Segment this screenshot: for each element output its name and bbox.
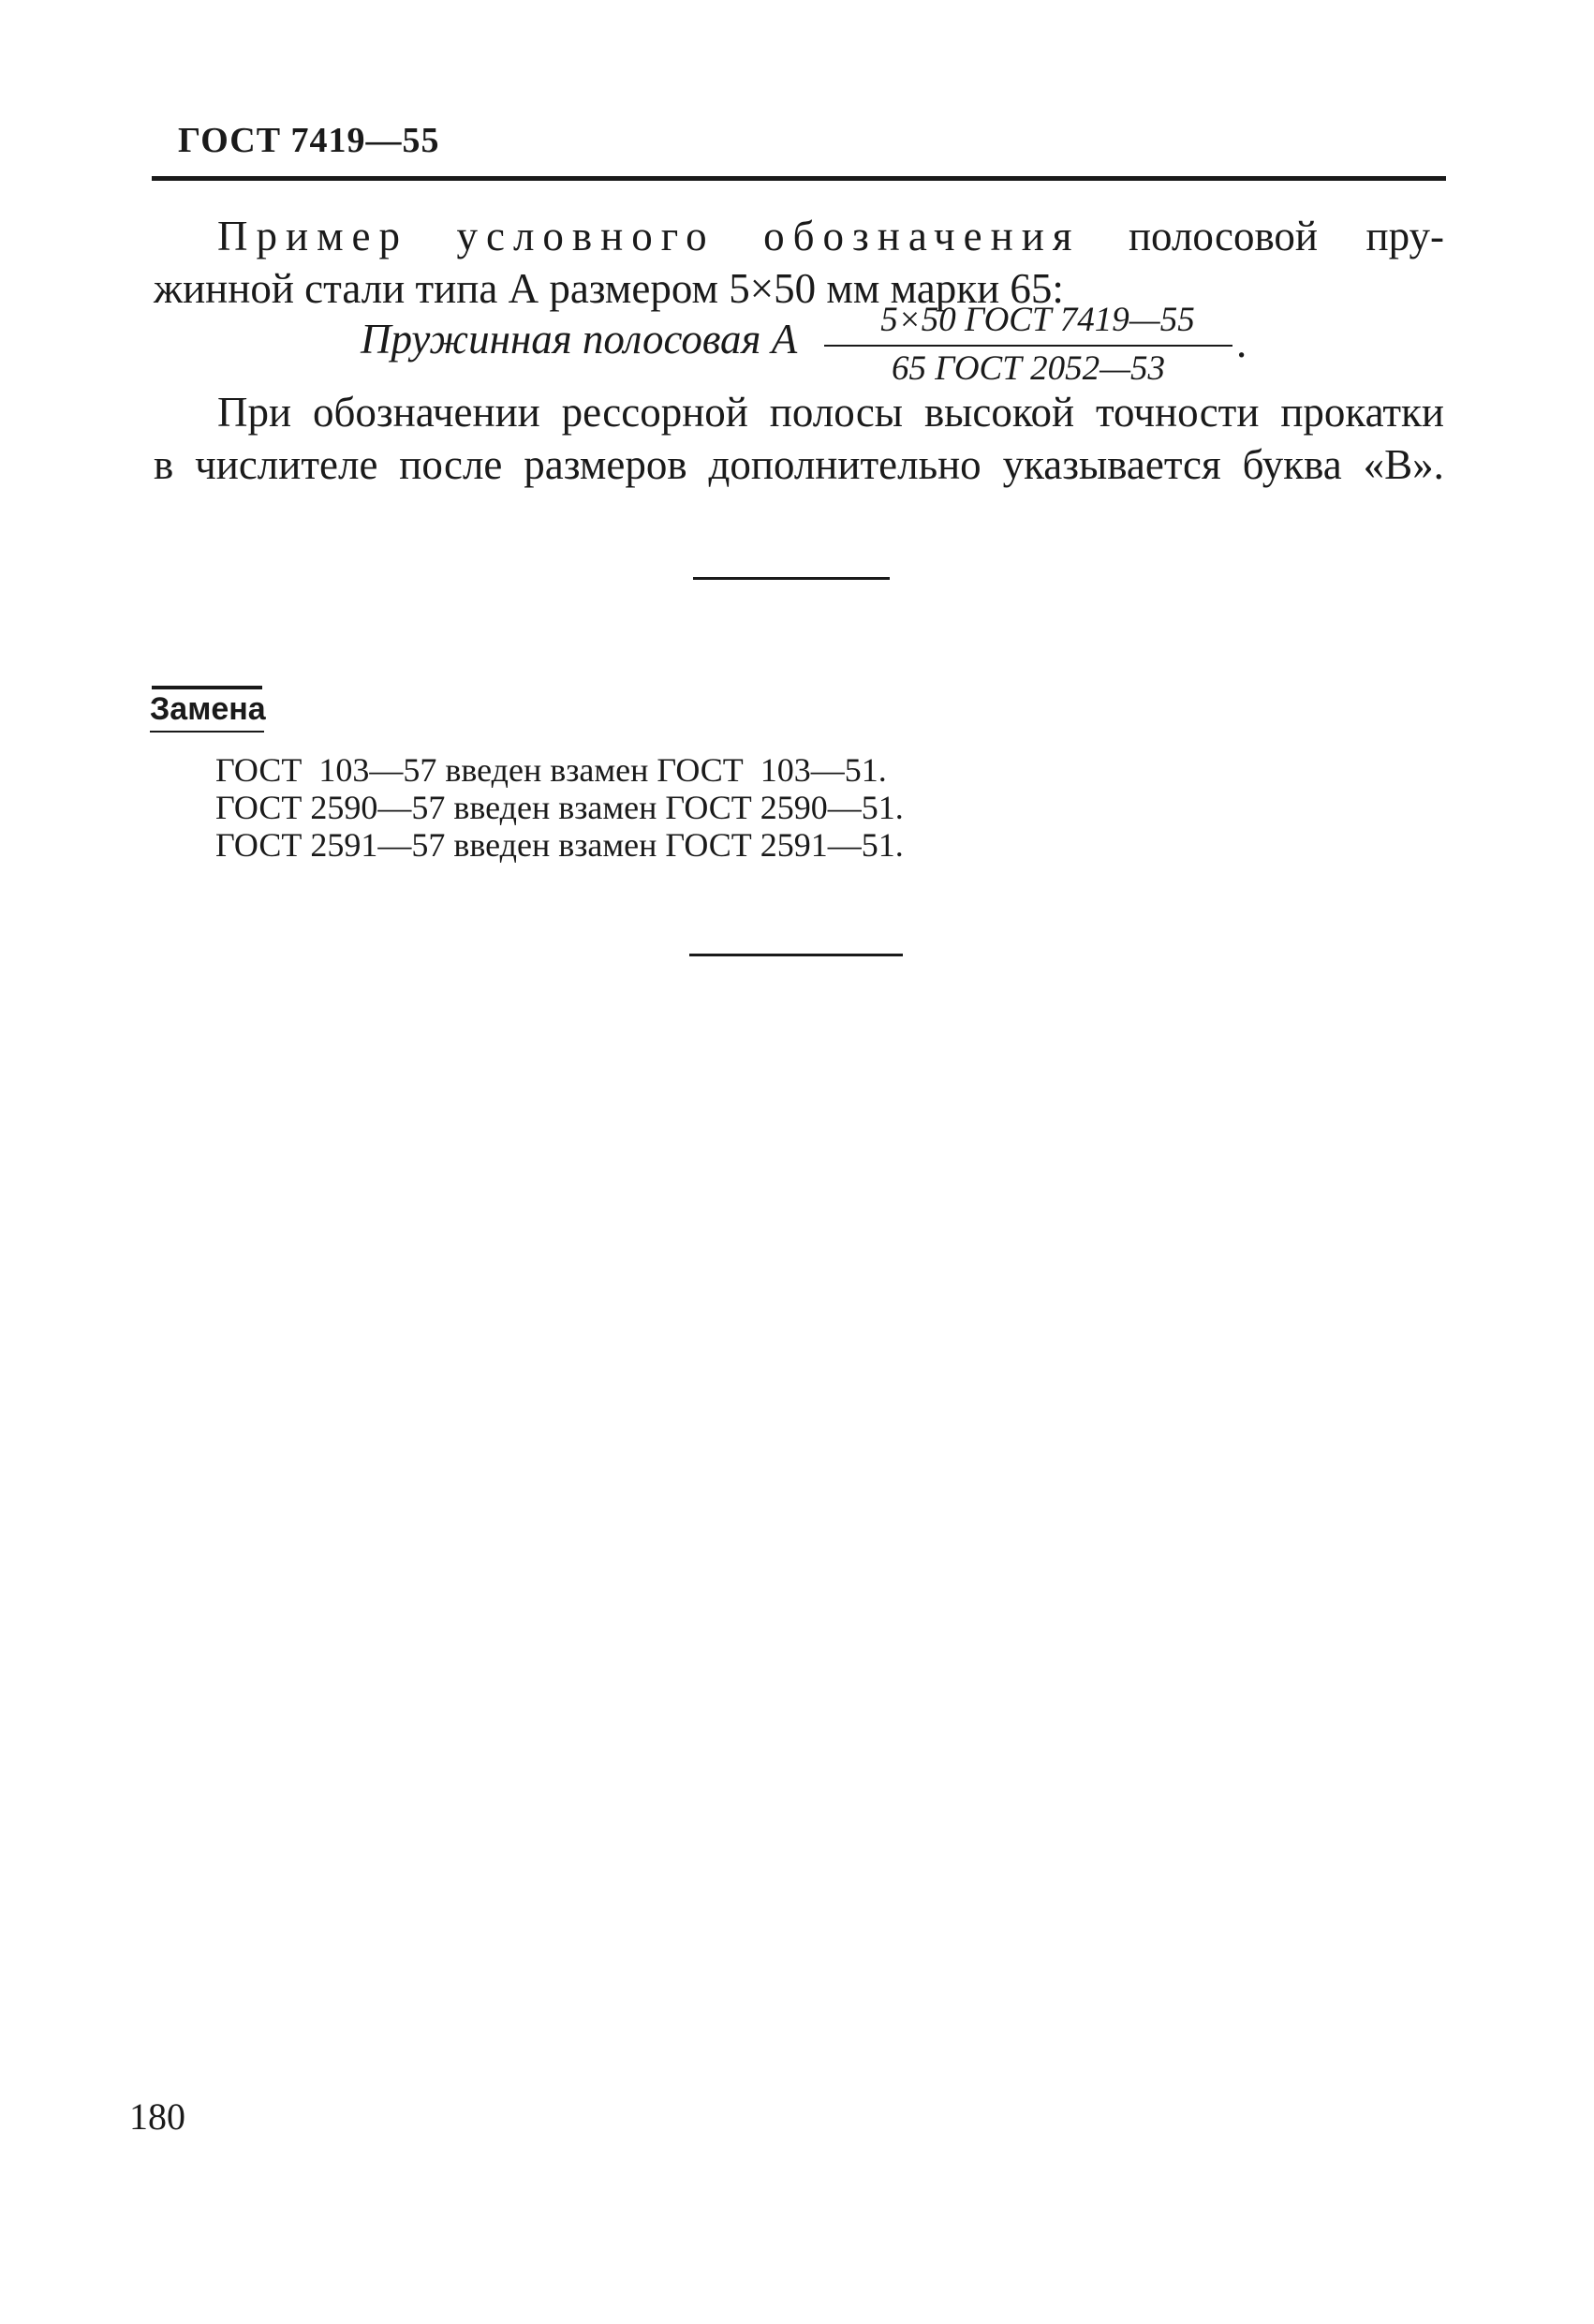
- paragraph-1-line-1: [217, 210, 1444, 262]
- word: полосовой: [1128, 213, 1319, 259]
- replacement-line: ГОСТ 103—57 введен взамен ГОСТ 103—51.: [215, 751, 887, 789]
- word: При: [217, 389, 292, 436]
- word: размеров: [524, 441, 687, 488]
- word: указывается: [1002, 441, 1221, 488]
- replacement-line: ГОСТ 2591—57 введен взамен ГОСТ 2591—51.: [215, 826, 904, 864]
- word: «В».: [1363, 441, 1444, 488]
- formula-fraction: [824, 298, 1232, 390]
- word: обозначении: [312, 389, 540, 436]
- word: буква: [1242, 441, 1342, 488]
- word: полосы: [769, 389, 904, 436]
- formula-period: .: [1236, 319, 1247, 366]
- word: точности: [1095, 389, 1260, 436]
- replacement-top-rule: [152, 686, 262, 689]
- word: обозначения: [763, 213, 1081, 259]
- word: высокой: [923, 389, 1075, 436]
- paragraph-2-line-1: [217, 386, 1444, 438]
- fraction-bar: [824, 345, 1232, 347]
- word: условного: [456, 213, 716, 259]
- fraction-numerator: 5×50 ГОСТ 7419—55: [880, 301, 1195, 339]
- header-rule: [152, 176, 1446, 181]
- word: в: [154, 441, 174, 488]
- replacement-underline: [150, 731, 264, 733]
- formula-label: Пружинная полосовая А: [361, 316, 798, 363]
- word: числителе: [195, 441, 378, 488]
- fraction-denominator: 65 ГОСТ 2052—53: [892, 349, 1165, 388]
- word: прокатки: [1280, 389, 1444, 436]
- replacement-heading: Замена: [150, 691, 266, 727]
- word: дополнительно: [708, 441, 981, 488]
- paragraph-1-line-2: жинной стали типа А размером 5×50 мм марки 65:: [154, 265, 1064, 312]
- word: рессорной: [561, 389, 748, 436]
- section-separator: [689, 954, 903, 956]
- section-separator: [693, 577, 890, 580]
- word: после: [399, 441, 503, 488]
- page-number: 180: [129, 2095, 185, 2138]
- replacement-line: ГОСТ 2590—57 введен взамен ГОСТ 2590—51.: [215, 789, 904, 826]
- paragraph-2-line-2: [154, 438, 1444, 491]
- word: пру-: [1365, 213, 1444, 259]
- word: Пример: [217, 213, 409, 259]
- document-header: ГОСТ 7419—55: [178, 121, 440, 160]
